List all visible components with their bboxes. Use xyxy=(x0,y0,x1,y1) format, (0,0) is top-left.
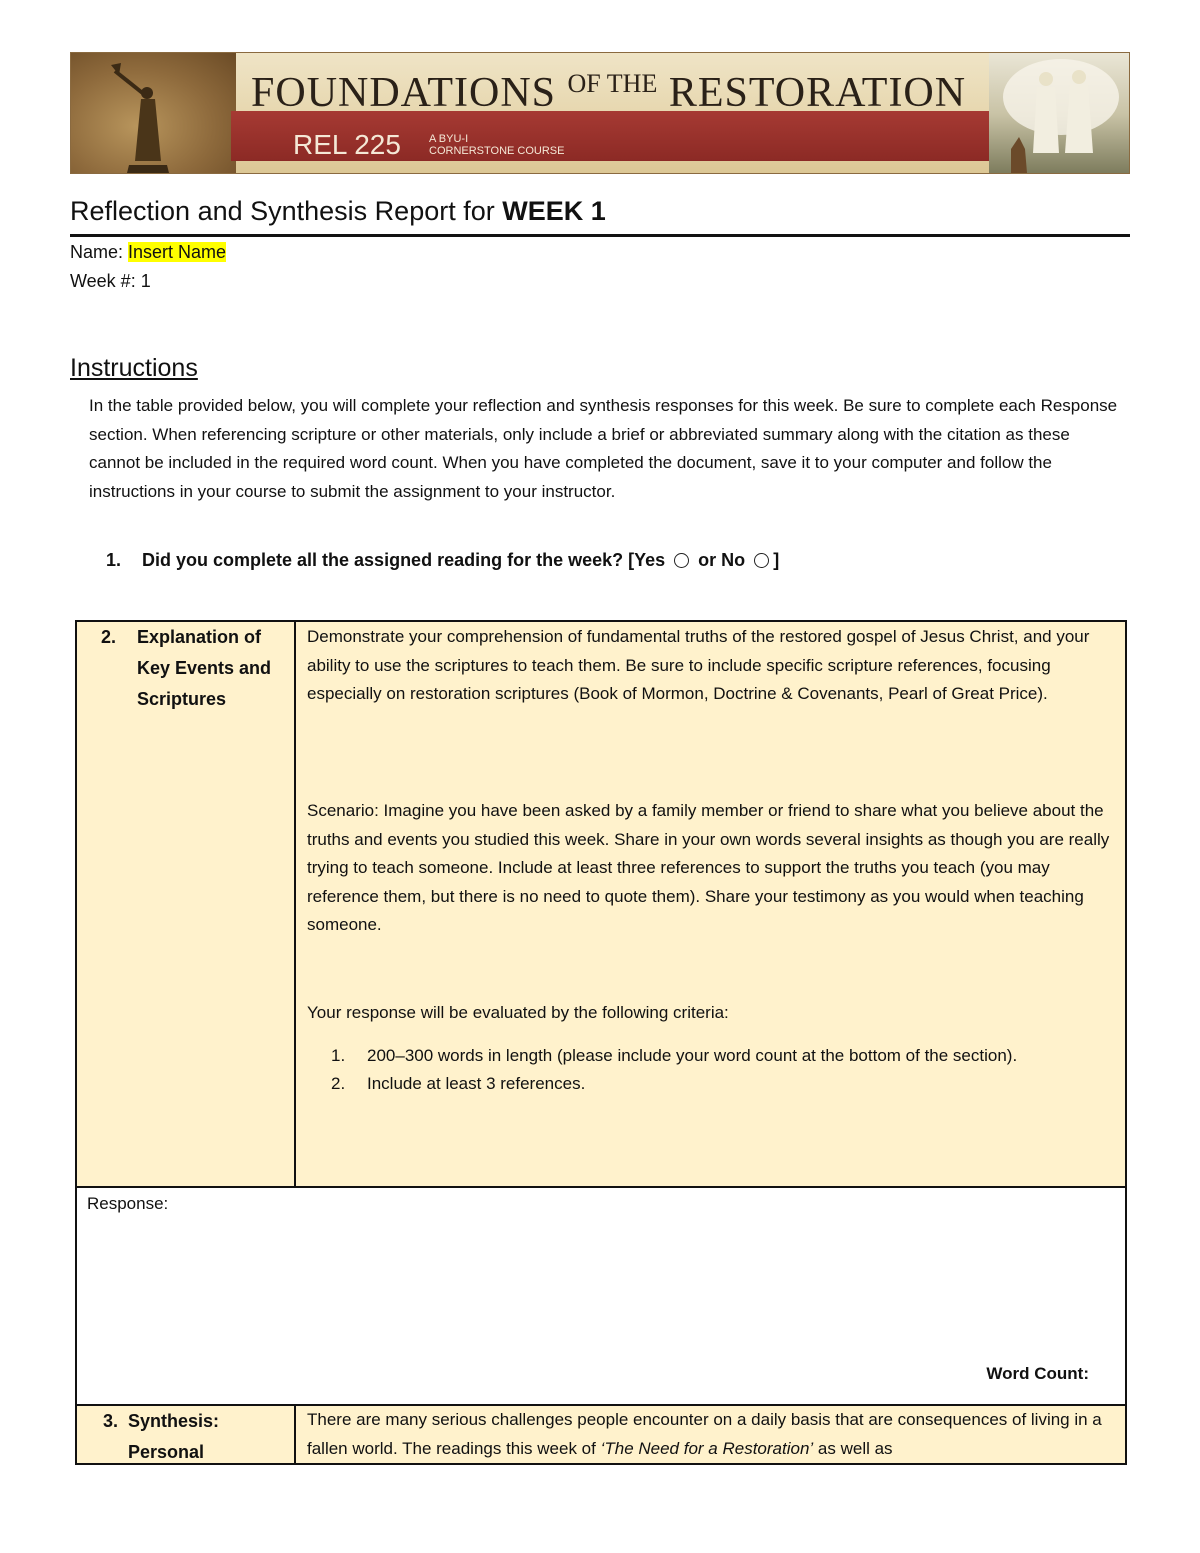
section-3-text xyxy=(307,1406,1112,1463)
response-label: Response: xyxy=(87,1194,169,1213)
question-1 xyxy=(106,550,779,571)
section-2-label-line1: Explanation of xyxy=(137,627,262,647)
section-2-criteria-list xyxy=(307,1042,1112,1098)
question-1-or: or No xyxy=(698,550,746,570)
banner-title-part1: FOUNDATIONS xyxy=(251,70,557,116)
report-title xyxy=(70,196,606,227)
section-2-criteria-intro: Your response will be evaluated by the following criteria: xyxy=(307,1003,729,1022)
name-field[interactable]: Insert Name xyxy=(128,242,227,262)
banner-left-artwork xyxy=(71,53,236,174)
section-3-number: 3. xyxy=(103,1411,119,1431)
question-1-text: Did you complete all the assigned reading for the week? [Yes xyxy=(142,550,666,570)
section-3-label-cell xyxy=(77,1404,296,1463)
banner-title xyxy=(251,71,966,114)
angel-moroni-icon xyxy=(111,61,171,173)
course-banner xyxy=(70,52,1130,174)
response-cell[interactable] xyxy=(77,1186,1125,1404)
section-2-intro: Demonstrate your comprehension of fundamental truths of the restored gospel of Jesus Christ, and your ability to use the scriptures to teach them. Be sure to include specific scripture references, focusing especially on restoration scriptures (Book of Mormon, Doctrine & Covenants, Pearl of Great Price). xyxy=(307,627,1090,703)
section-2-description-cell xyxy=(296,622,1125,1186)
section-2-label-line2: Key Events and xyxy=(137,658,272,678)
title-divider xyxy=(70,234,1130,237)
question-1-number: 1. xyxy=(106,550,122,570)
name-line xyxy=(70,242,226,263)
banner-course-code: REL 225 xyxy=(293,129,401,160)
section-2-number: 2. xyxy=(101,627,117,647)
banner-title-of: OF THE xyxy=(567,69,658,98)
criteria-item-text: 200–300 words in length (please include your word count at the bottom of the section). xyxy=(367,1046,1018,1065)
section-3-text-italic: ‘The Need for a Restoration’ xyxy=(600,1438,814,1458)
name-label: Name: xyxy=(70,242,129,262)
instructions-heading: Instructions xyxy=(70,354,198,382)
heavenly-figures-icon xyxy=(1001,57,1121,173)
assignment-table xyxy=(75,620,1127,1465)
section-3-label-line1: Synthesis: xyxy=(128,1411,220,1431)
week-value[interactable]: 1 xyxy=(140,271,151,291)
banner-course-subtitle: A BYU-I CORNERSTONE COURSE xyxy=(429,133,565,157)
section-3-label-line2: Personal xyxy=(128,1442,205,1462)
criteria-item-text: Include at least 3 references. xyxy=(367,1074,586,1093)
section-2-scenario: Scenario: Imagine you have been asked by a family member or friend to share what you believe about the truths and events you studied this week. Share in your own words several insights as though you are really trying to teach someone. Include at least three references to support the truths you teach (you may reference them, but there is no need to quote them). Share your testimony as you would when teaching someone. xyxy=(307,801,1110,934)
section-3-text-before: There are many serious challenges people encounter on a daily basis that are consequences of living in a fallen world. The readings this week of xyxy=(307,1410,1102,1458)
question-1-close: ] xyxy=(773,550,780,570)
report-title-week: WEEK 1 xyxy=(502,196,606,226)
no-radio-button[interactable] xyxy=(754,553,769,568)
banner-title-part2: RESTORATION xyxy=(668,70,967,116)
section-2-label-cell xyxy=(77,622,296,1186)
criteria-item-number: 1. xyxy=(331,1046,346,1065)
criteria-item xyxy=(307,1042,1112,1070)
criteria-item xyxy=(307,1070,1112,1098)
banner-right-artwork xyxy=(989,53,1129,174)
instructions-body: In the table provided below, you will complete your reflection and synthesis responses for this week. Be sure to complete each Response section. When referencing scripture or other materials, only include a brief or abbreviated summary along with the citation as these cannot be included in the required word count. When you have completed the document, save it to your computer and follow the instructions in your course to submit the assignment to your instructor. xyxy=(89,396,1118,501)
word-count-label: Word Count: xyxy=(986,1364,1089,1383)
criteria-item-number: 2. xyxy=(331,1074,346,1093)
section-3-text-after: as well as xyxy=(813,1438,893,1458)
week-label: Week #: xyxy=(70,271,141,291)
yes-radio-button[interactable] xyxy=(674,553,689,568)
week-line xyxy=(70,271,151,292)
report-title-prefix: Reflection and Synthesis Report for xyxy=(70,196,503,226)
section-3-description-cell xyxy=(296,1404,1125,1463)
section-2-label-line3: Scriptures xyxy=(137,689,227,709)
